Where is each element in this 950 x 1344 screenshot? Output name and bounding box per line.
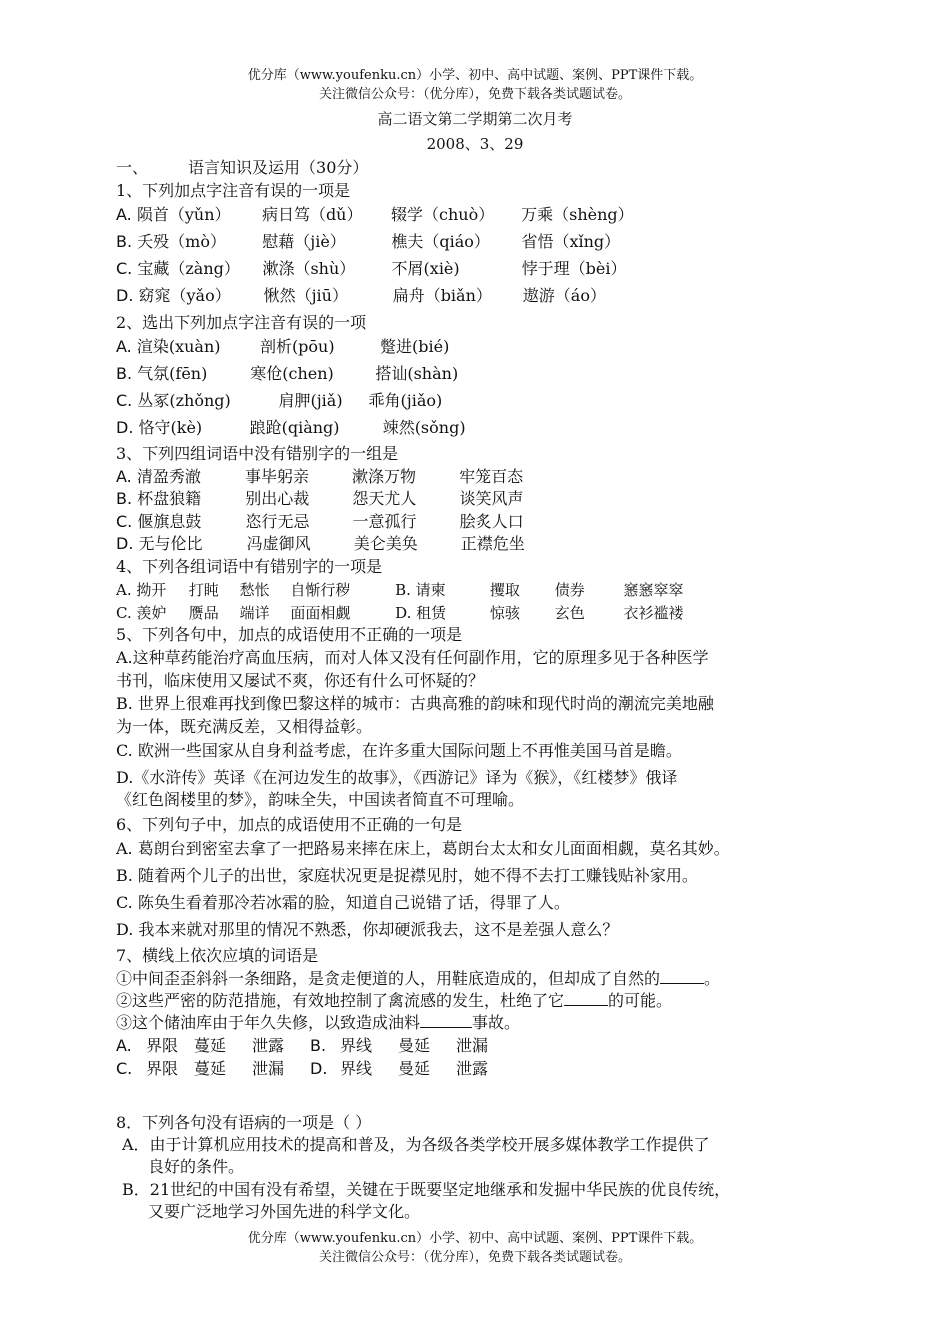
q4-row-2: C. 羡妒 赝品 端详 面面相觑 D. 租赁 惊骇 玄色 衣衫褴褛 (116, 604, 684, 622)
q2-option-b: B. 气氛(fēn) 寒伧(chen) 搭讪(shàn) (116, 364, 459, 383)
q6-option-b: B. 随着两个儿子的出世，家庭状况更是捉襟见肘，她不得不去打工赚钱贴补家用。 (116, 866, 698, 885)
q2-option-a: A. 渲染(xuàn) 剖析(pōu) 蹩进(bié) (116, 337, 450, 356)
q6-option-c: C. 陈奂生看着那冷若冰霜的脸，知道自己说错了话，得罪了人。 (116, 893, 570, 912)
q7-stem: 7、横线上依次应填的词语是 (116, 946, 319, 965)
q4-row-1: A. 拗开 打盹 愁怅 自惭行秽 B. 请柬 攫取 债券 窸窸窣窣 (116, 581, 684, 599)
q1-option-d: D. 窈窕（yǎo） 愀然（jiū） 扁舟（biǎn） 遨游（áo） (116, 286, 606, 305)
q3-stem: 3、下列四组词语中没有错别字的一组是 (116, 444, 399, 463)
section-title: 语言知识及运用（30分） (188, 158, 369, 177)
q8-option-b-line1: B．21世纪的中国有没有希望，关键在于既要坚定地继承和发掘中华民族的优良传统， (122, 1180, 731, 1199)
q1-stem: 1、下列加点字注音有误的一项是 (116, 181, 351, 200)
header-line-2: 关注微信公众号：（优分库），免费下载各类试题试卷。 (318, 87, 631, 102)
exam-date: 2008、3、29 (426, 135, 524, 153)
q5-stem: 5、下列各句中，加点的成语使用不正确的一项是 (116, 625, 463, 644)
q3-option-d: D. 无与伦比 冯虚御风 美仑美奂 正襟危坐 (116, 534, 525, 553)
q8-option-a-line2: 良好的条件。 (148, 1157, 245, 1176)
footer-line-1: 优分库（www.youfenku.cn）小学、初中、高中试题、案例、PPT课件下载。 (247, 1231, 703, 1246)
q5-option-b-line1: B. 世界上很难再找到像巴黎这样的城市：古典高雅的韵味和现代时尚的潮流完美地融 (116, 694, 714, 713)
q5-option-d-line1: D.《水浒传》英译《在河边发生的故事》，《西游记》译为《猴》，《红楼梦》俄译 (116, 768, 678, 787)
q5-option-a-line1: A.这种草药能治疗高血压病，而对人体又没有任何副作用，它的原理多见于各种医学 (116, 648, 709, 667)
section-number: 一、 (116, 158, 149, 177)
header-line-1: 优分库（www.youfenku.cn）小学、初中、高中试题、案例、PPT课件下载。 (247, 68, 703, 83)
q4-stem: 4、下列各组词语中有错别字的一项是 (116, 557, 383, 576)
q5-option-b-line2: 为一体，既充满反差，又相得益彰。 (116, 717, 373, 736)
q5-option-a-line2: 书刊，临床使用又屡试不爽，你还有什么可怀疑的？ (116, 671, 485, 690)
answer-blank-1[interactable] (660, 969, 704, 984)
q7-sentence-3: ③这个储油库由于年久失修，以致造成油料 事故。 (116, 1013, 521, 1032)
q8-option-b-line2: 又要广泛地学习外国先进的科学文化。 (148, 1202, 421, 1221)
q7-sentence-1: ①中间歪歪斜斜一条细路，是贪走便道的人，用鞋底造成的，但却成了自然的 。 (116, 969, 721, 988)
q8-option-a-line1: A．由于计算机应用技术的提高和普及，为各级各类学校开展多媒体教学工作提供了 (122, 1135, 710, 1154)
q2-option-d: D. 恪守(kè) 踉跄(qiàng) 竦然(sǒng) (116, 418, 466, 437)
q2-option-c: C. 丛冢(zhǒng) 肩胛(jiǎ) 乖角(jiǎo) (116, 391, 443, 410)
q7-options-row-1: A. 界限 蔓延 泄露 B. 界线 曼延 泄漏 (116, 1036, 489, 1055)
q5-option-d-line2: 《红色阁楼里的梦》，韵味全失，中国读者简直不可理喻。 (116, 790, 525, 809)
q3-option-a: A. 清盈秀澈 事毕躬亲 漱涤万物 牢笼百态 (116, 467, 524, 486)
q6-option-a: A. 葛朗台到密室去拿了一把路易来摔在床上，葛朗台太太和女儿面面相觑，莫名其妙。 (116, 839, 730, 858)
q1-option-a: A. 陨首（yǔn） 病日笃（dǔ） 辍学（chuò） 万乘（shèng） (116, 205, 634, 224)
q1-option-c: C. 宝藏（zàng） 漱涤（shù） 不屑(xiè) 悖于理（bèi） (116, 259, 627, 278)
q3-option-b: B. 杯盘狼籍 别出心裁 怨天尤人 谈笑风声 (116, 489, 524, 508)
footer-line-2: 关注微信公众号：（优分库），免费下载各类试题试卷。 (318, 1250, 631, 1265)
q7-options-row-2: C. 界限 蔓延 泄漏 D. 界线 曼延 泄露 (116, 1059, 489, 1078)
q6-option-d: D. 我本来就对那里的情况不熟悉，你却硬派我去，这不是差强人意么？ (116, 920, 619, 939)
q2-stem: 2、选出下列加点字注音有误的一项 (116, 313, 367, 332)
answer-blank-3[interactable] (420, 1013, 472, 1028)
exam-title: 高二语文第二学期第二次月考 (377, 110, 573, 128)
q7-sentence-2: ②这些严密的防范措施，有效地控制了禽流感的发生，杜绝了它 的可能。 (116, 991, 673, 1010)
q8-stem: 8．下列各句没有语病的一项是（ ） (116, 1113, 372, 1132)
q6-stem: 6、下列句子中，加点的成语使用不正确的一句是 (116, 815, 463, 834)
q1-option-b: B. 夭殁（mò） 慰藉（jiè） 樵夫（qiáo） 省悟（xǐng） (116, 232, 621, 251)
q3-option-c: C. 偃旗息鼓 恣行无忌 一意孤行 脍炙人口 (116, 512, 524, 531)
section-1-heading (116, 158, 368, 178)
q5-option-c: C. 欧洲一些国家从自身利益考虑，在许多重大国际问题上不再惟美国马首是瞻。 (116, 741, 682, 760)
answer-blank-2[interactable] (564, 991, 608, 1006)
